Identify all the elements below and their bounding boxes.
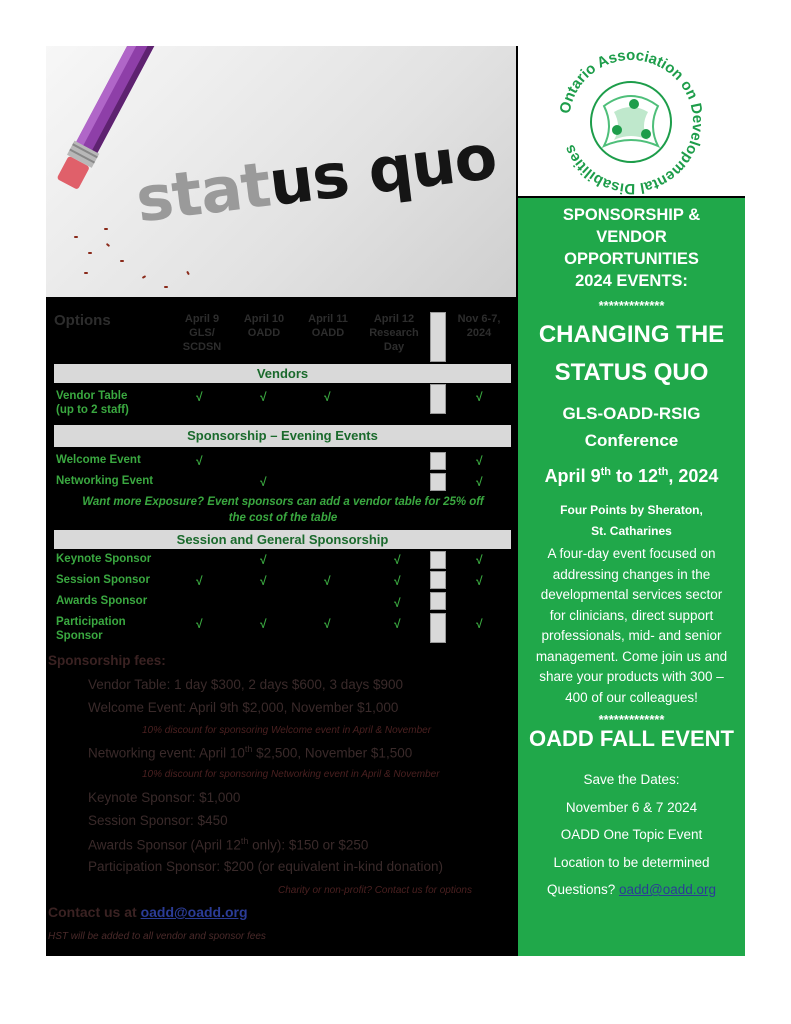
fee-networking-note: 10% discount for sponsoring Networking event in April & November [142,769,440,780]
conference-name: GLS-OADD-RSIG Conference [562,404,701,450]
questions-email-link[interactable]: oadd@oadd.org [619,882,717,897]
session-band: Session and General Sponsorship [54,530,511,549]
check-icon: √ [476,574,483,588]
fee-awards: Awards Sponsor (April 12th only): $150 or $250 [88,836,369,853]
check-icon: √ [260,553,267,567]
event-dates: April 9th to 12th, 2024 [544,466,719,486]
col-april9: April 9 GLS/ SCDSN [182,313,222,353]
col-april12: April 12 Research Day [369,313,419,353]
flyer [46,46,745,956]
evening-band: Sponsorship – Evening Events [54,425,511,447]
check-icon: √ [394,617,401,631]
fee-welcome: Welcome Event: April 9th $2,000, November $1,000 [88,700,399,715]
check-icon: √ [476,475,483,489]
vendors-band: Vendors [54,364,511,383]
row-vendor-table: Vendor Table (up to 2 staff) [56,390,129,416]
check-icon: √ [394,553,401,567]
check-icon: √ [394,596,401,610]
stars-divider-2: ************* [598,712,665,727]
fee-keynote: Keynote Sponsor: $1,000 [88,790,241,805]
event-title: CHANGING THE STATUS QUO [538,321,725,386]
oadd-logo [518,46,745,196]
fee-session: Session Sponsor: $450 [88,813,228,828]
col-nov: Nov 6-7, 2024 [457,313,501,339]
row-session-sponsor: Session Sponsor [56,574,150,586]
fees-title: Sponsorship fees: [48,653,166,668]
exposure-note: Want more Exposure? Event sponsors can add a vendor table for 25% off the cost of the table [82,496,484,524]
fall-event-details: Save the Dates: November 6 & 7 2024 OADD One Topic Event Location to be determined Questions? oadd@oadd.org [546,772,717,897]
svg-text:Ontario Association on Develop: Ontario Association on Developmental Disabilities [556,46,707,196]
check-icon: √ [476,617,483,631]
check-icon: √ [196,454,203,468]
check-icon: √ [324,617,331,631]
event-description: A four-day event focused on addressing changes in the developmental services sector for clinicians, direct support professionals, mid- and senior management. Come join us and share your products with 300 – 400 of our colleagues! [535,546,728,705]
status-quo-text: status quo [132,119,500,237]
hst-note: HST will be added to all vendor and sponsor fees [48,931,266,942]
row-participation-sponsor: Participation Sponsor [56,616,126,642]
check-icon: √ [324,390,331,404]
row-awards-sponsor: Awards Sponsor [56,595,148,607]
check-icon: √ [260,475,267,489]
check-icon: √ [394,574,401,588]
contact-line: Contact us at oadd@oadd.org [48,904,248,920]
oadd-logo-icon [518,46,745,196]
venue: Four Points by Sheraton, St. Catharines [560,503,703,538]
check-icon: √ [196,617,203,631]
check-icon: √ [260,617,267,631]
row-welcome-event: Welcome Event [56,454,141,466]
col-april10: April 10 OADD [243,313,285,339]
event-panel [518,198,745,956]
fall-event-title: OADD FALL EVENT [529,726,734,751]
check-icon: √ [260,574,267,588]
row-networking-event: Networking Event [56,475,154,487]
row-keynote-sponsor: Keynote Sponsor [56,553,152,565]
fee-welcome-note: 10% discount for sponsoring Welcome event in April & November [142,725,432,736]
check-icon: √ [324,574,331,588]
check-icon: √ [476,390,483,404]
check-icon: √ [196,390,203,404]
fee-participation: Participation Sponsor: $200 (or equivalent in-kind donation) [88,859,443,874]
fee-networking: Networking event: April 10th $2,500, November $1,500 [88,744,413,761]
options-label: Options [54,312,111,329]
check-icon: √ [260,390,267,404]
check-icon: √ [196,574,203,588]
stars-divider: ************* [598,298,665,313]
charity-note: Charity or non-profit? Contact us for options [278,885,472,896]
status-quo-image [46,46,516,297]
contact-email-link[interactable]: oadd@oadd.org [140,904,248,920]
panel-heading: SPONSORSHIP & VENDOR OPPORTUNITIES 2024 EVENTS: [562,206,701,290]
col-april11: April 11 OADD [308,313,348,339]
check-icon: √ [476,454,483,468]
check-icon: √ [476,553,483,567]
fee-vendor: Vendor Table: 1 day $300, 2 days $600, 3 days $900 [88,677,403,692]
